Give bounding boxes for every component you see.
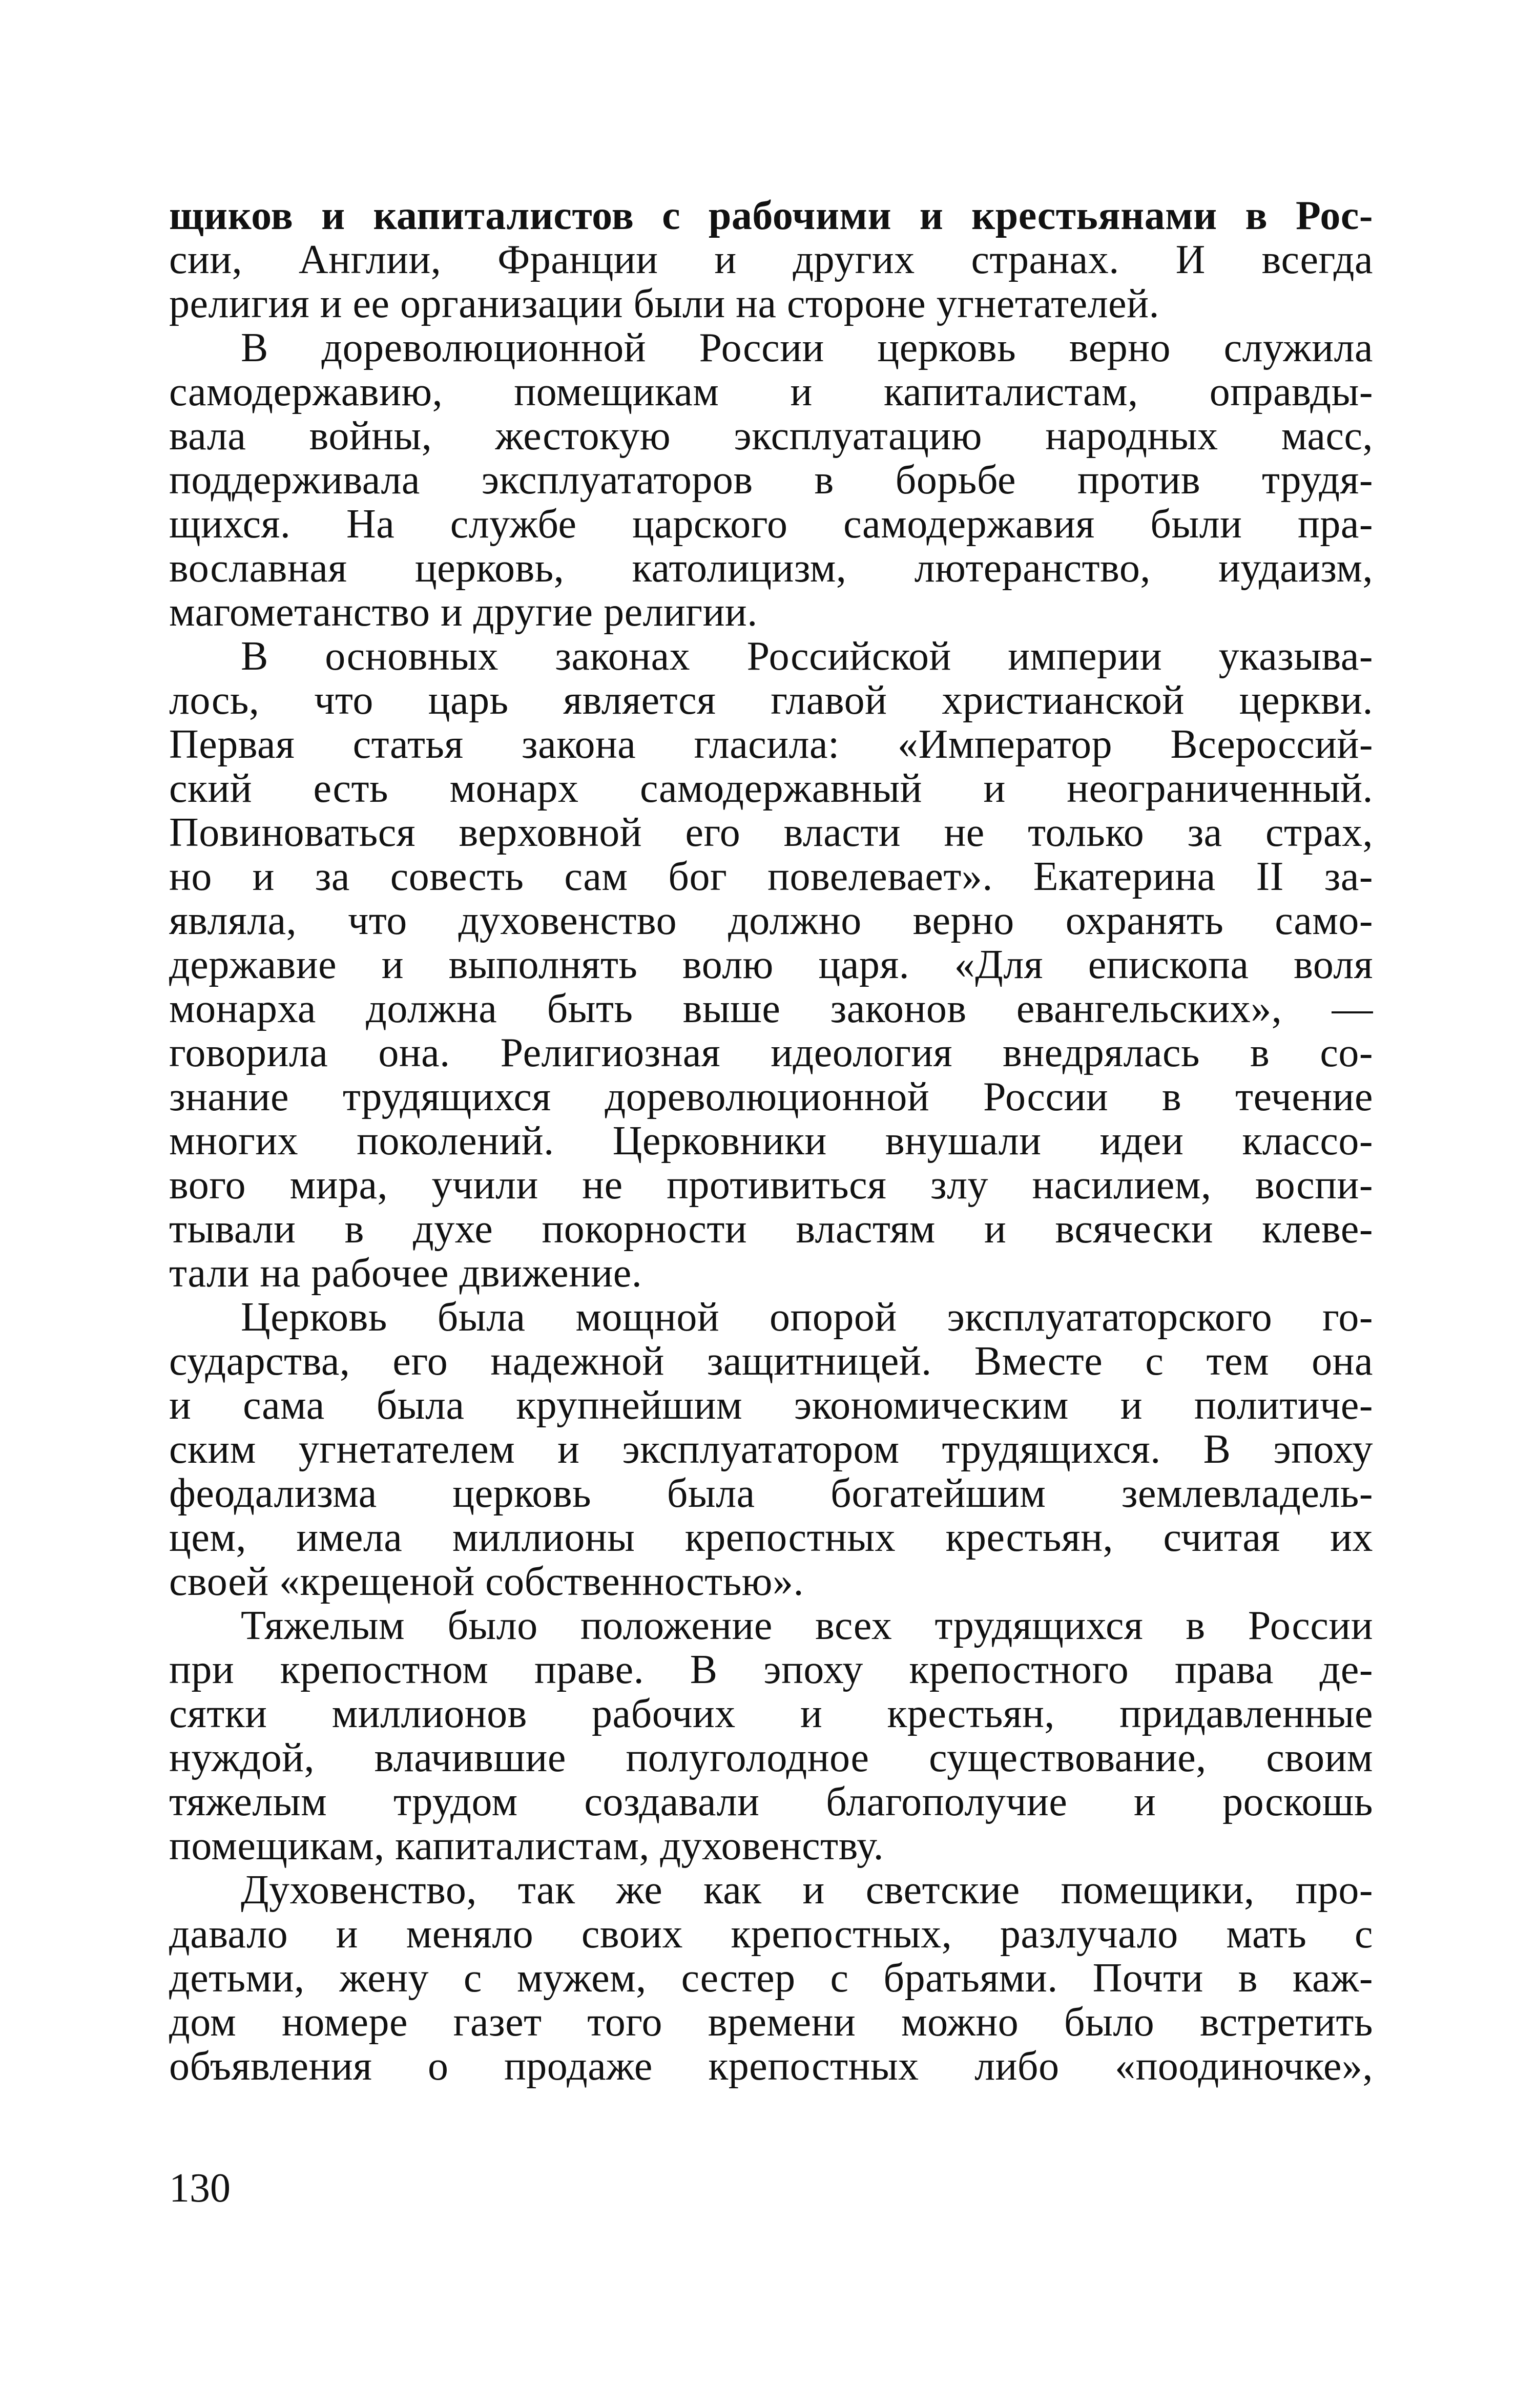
- text-line: сии, Англии, Франции и других странах. И всегда: [169, 237, 1373, 282]
- text-line: щиков и капиталистов с рабочими и крестьянами в Рос-: [169, 193, 1373, 238]
- text-line: Первая статья закона гласила: «Император Всероссий-: [169, 722, 1373, 767]
- text-line: знание трудящихся дореволюционной России в течение: [169, 1074, 1373, 1119]
- paragraph-3: [169, 634, 1373, 1295]
- text-line: объявления о продаже крепостных либо «поодиночке»,: [169, 2044, 1373, 2089]
- text-line: поддерживала эксплуататоров в борьбе против трудя-: [169, 458, 1373, 503]
- text-line: нуждой, влачившие полуголодное существование, своим: [169, 1735, 1373, 1780]
- paragraph-6: [169, 1868, 1373, 2088]
- text-line: ским угнетателем и эксплуататором трудящихся. В эпоху: [169, 1427, 1373, 1472]
- text-line: державие и выполнять волю царя. «Для епископа воля: [169, 942, 1373, 987]
- text-line: самодержавию, помещикам и капиталистам, оправды-: [169, 369, 1373, 414]
- text-line: помещикам, капиталистам, духовенству.: [169, 1823, 884, 1869]
- text-line: Повиноваться верховной его власти не только за страх,: [169, 810, 1373, 855]
- text-line: многих поколений. Церковники внушали идеи классо-: [169, 1118, 1373, 1164]
- text-line: вого мира, учили не противиться злу насилием, воспи-: [169, 1163, 1373, 1208]
- paragraph-5: [169, 1604, 1373, 1868]
- text-line: вала войны, жестокую эксплуатацию народных масс,: [169, 413, 1373, 459]
- page-number: 130: [169, 2166, 231, 2211]
- text-line: В дореволюционной России церковь верно служила: [241, 325, 1373, 370]
- text-line: феодализма церковь была богатейшим землевладель-: [169, 1471, 1373, 1516]
- text-line: тали на рабочее движение.: [169, 1251, 642, 1296]
- text-line: детьми, жену с мужем, сестер с братьями. Почти в каж-: [169, 1956, 1373, 2001]
- paragraph-2: [169, 326, 1373, 634]
- text-line: магометанство и другие религии.: [169, 590, 758, 635]
- paragraph-4: [169, 1295, 1373, 1604]
- text-line: но и за совесть сам бог повелевает». Екатерина II за-: [169, 854, 1373, 899]
- text-line: лось, что царь является главой христианской церкви.: [169, 678, 1373, 723]
- paragraph-1: [169, 194, 1373, 326]
- text-line: являла, что духовенство должно верно охранять само-: [169, 898, 1373, 943]
- text-line: Тяжелым было положение всех трудящихся в России: [241, 1603, 1373, 1648]
- text-line: и сама была крупнейшим экономическим и политиче-: [169, 1383, 1373, 1428]
- text-line: при крепостном праве. В эпоху крепостного права де-: [169, 1647, 1373, 1692]
- text-line: дом номере газет того времени можно было встретить: [169, 2000, 1373, 2045]
- text-line: цем, имела миллионы крепостных крестьян, считая их: [169, 1515, 1373, 1560]
- text-line: говорила она. Религиозная идеология внедрялась в со-: [169, 1030, 1373, 1075]
- text-line: религия и ее организации были на стороне угнетателей.: [169, 281, 1159, 326]
- text-line: ский есть монарх самодержавный и неограниченный.: [169, 766, 1373, 811]
- text-line: Церковь была мощной опорой эксплуататорского го-: [241, 1295, 1373, 1340]
- text-line: сударства, его надежной защитницей. Вместе с тем она: [169, 1339, 1373, 1384]
- text-line: тывали в духе покорности властям и всячески клеве-: [169, 1207, 1373, 1252]
- text-line: щихся. На службе царского самодержавия были пра-: [169, 502, 1373, 547]
- text-line: сятки миллионов рабочих и крестьян, придавленные: [169, 1691, 1373, 1736]
- text-line: В основных законах Российской империи указыва-: [241, 634, 1373, 679]
- text-line: Духовенство, так же как и светские помещики, про-: [241, 1867, 1373, 1913]
- text-line: своей «крещеной собственностью».: [169, 1559, 804, 1604]
- text-line: вославная церковь, католицизм, лютеранство, иудаизм,: [169, 546, 1373, 591]
- text-line: монарха должна быть выше законов евангельских», —: [169, 986, 1373, 1031]
- text-line: тяжелым трудом создавали благополучие и роскошь: [169, 1779, 1373, 1824]
- text-line: давало и меняло своих крепостных, разлучало мать с: [169, 1912, 1373, 1957]
- page-body: [169, 194, 1373, 2088]
